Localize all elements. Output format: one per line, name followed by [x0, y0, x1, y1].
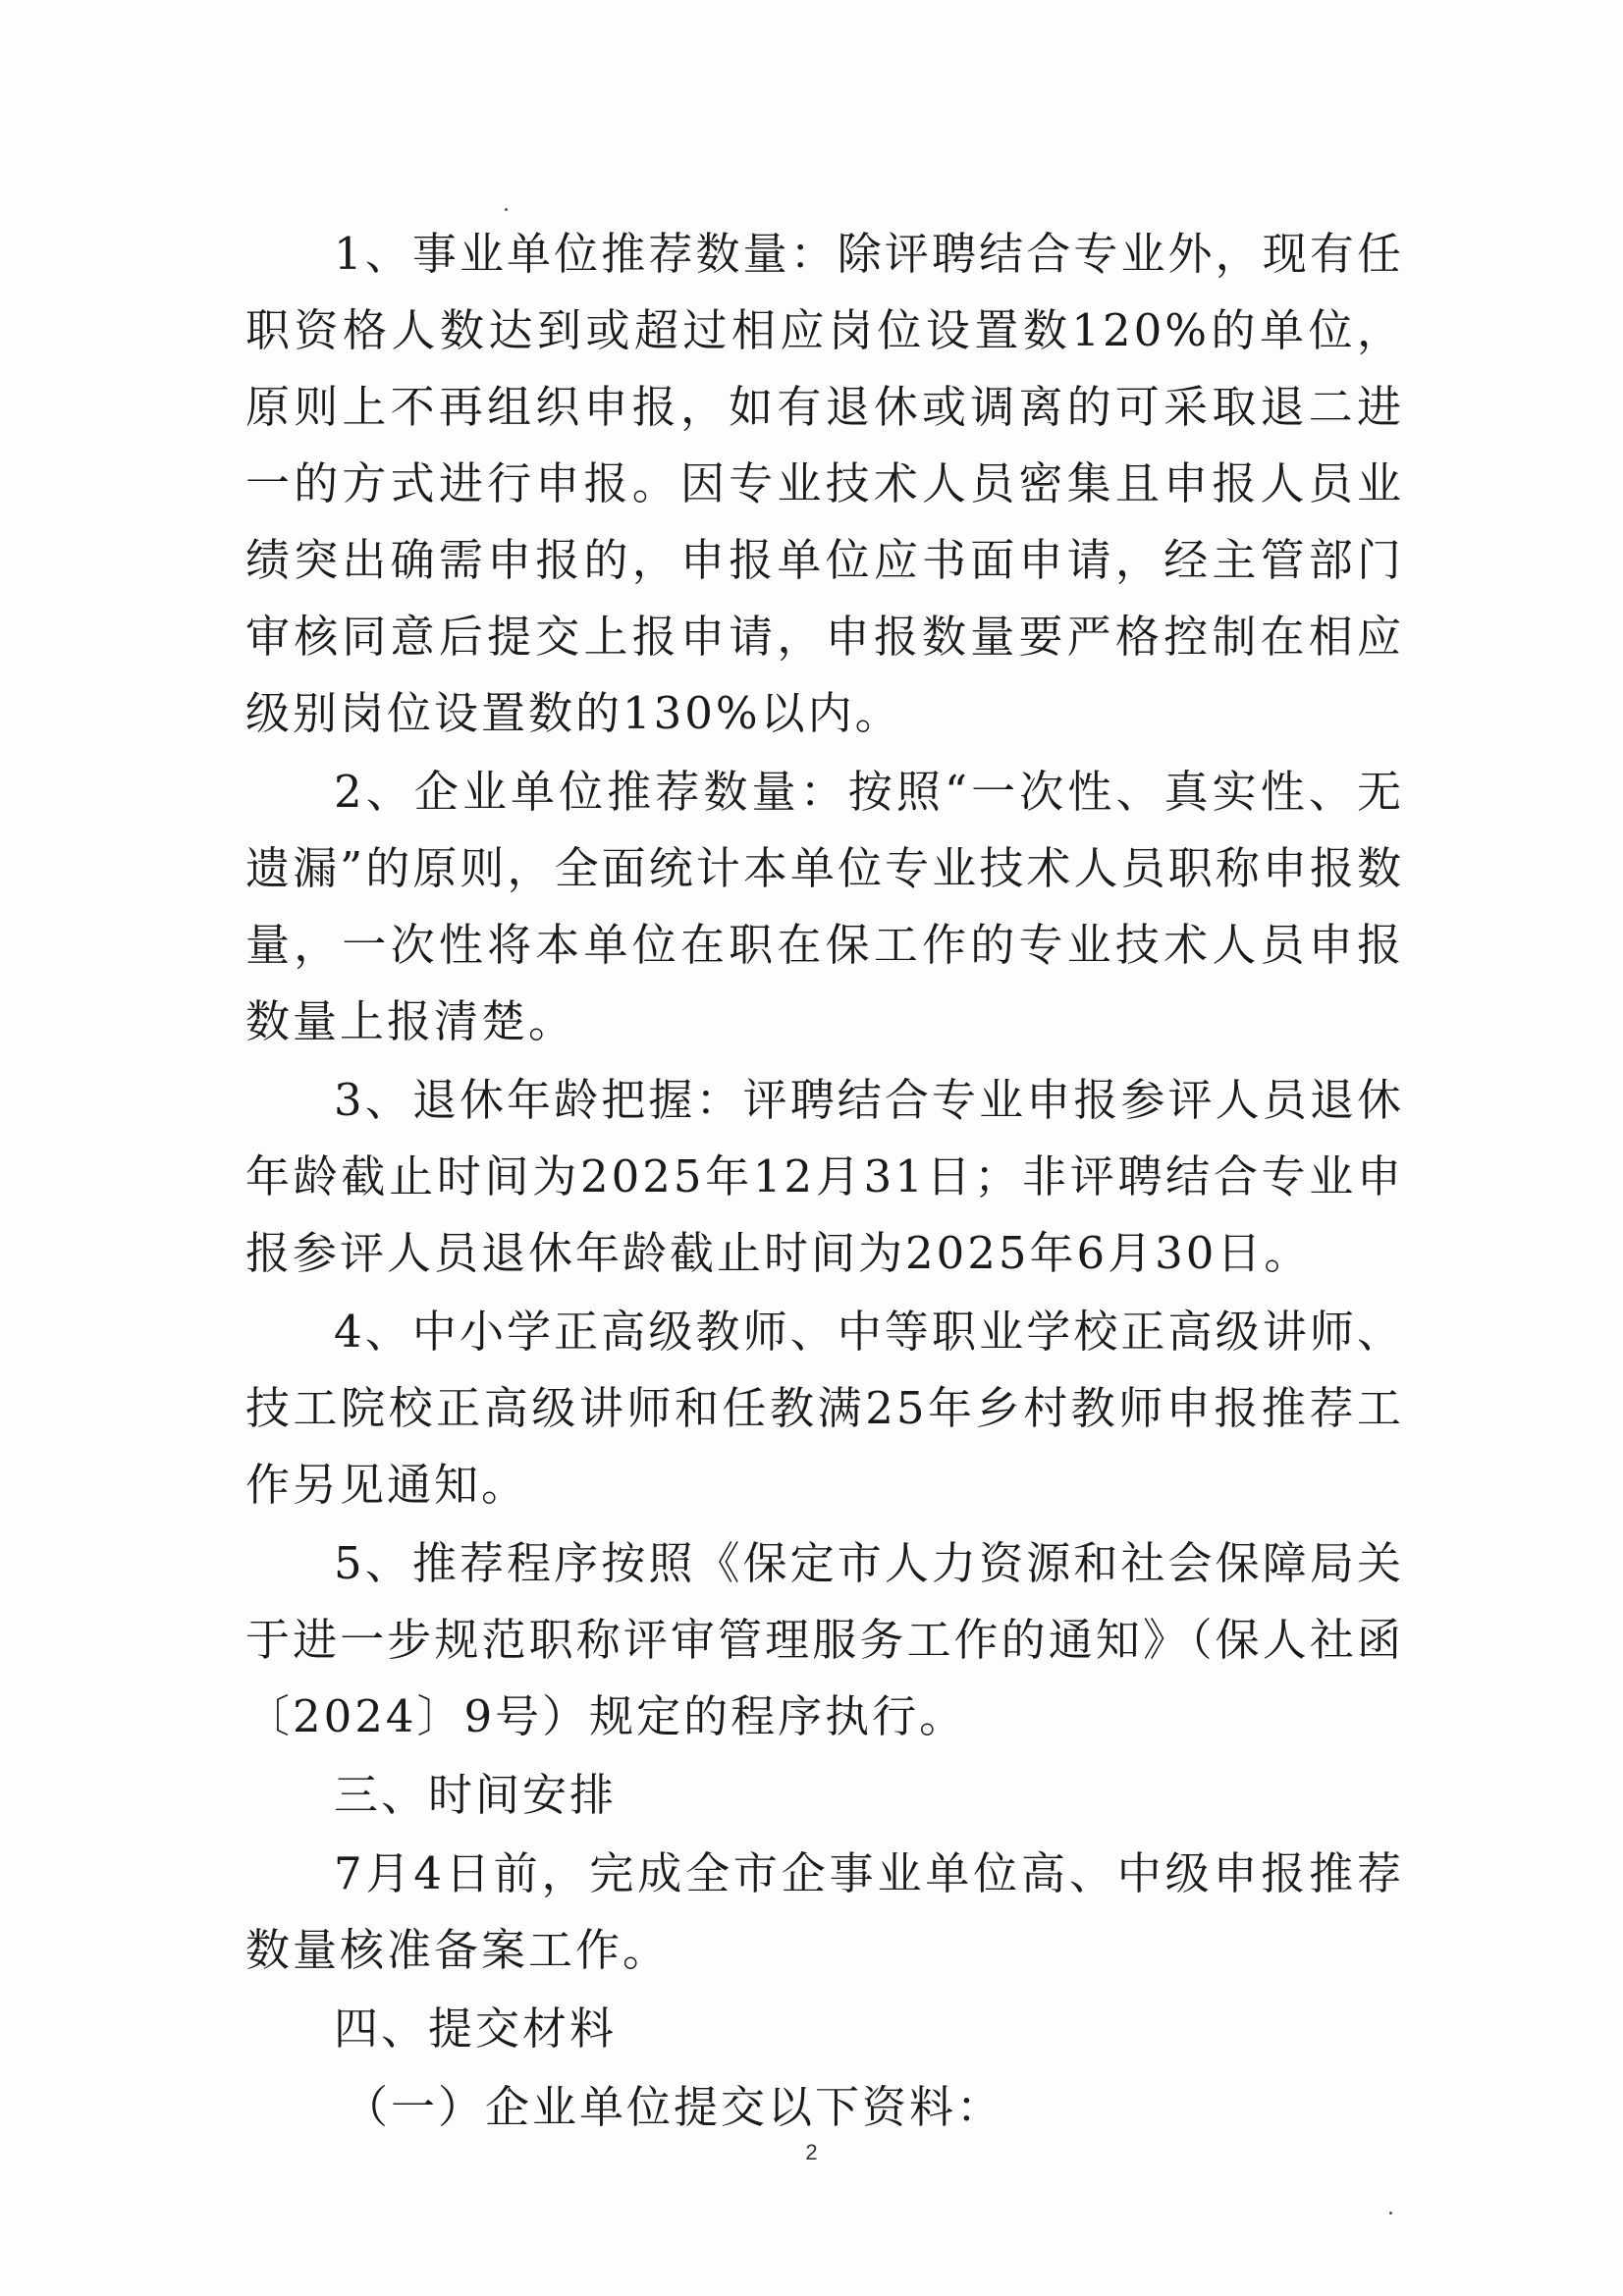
paragraph-item-3: 3、退休年龄把握：评聘结合专业申报参评人员退休年龄截止时间为2025年12月31日；非评聘结合专业申报参评人员退休年龄截止时间为2025年6月30日。 [245, 1074, 1404, 1279]
paragraph-item-4: 4、中小学正高级教师、中等职业学校正高级讲师、技工院校正高级讲师和任教满25年乡村教师申报推荐工作另见通知。 [245, 1306, 1404, 1511]
paragraph-item-2: 2、企业单位推荐数量：按照“一次性、真实性、无遗漏”的原则，全面统计本单位专业技术人员职称申报数量，一次性将本单位在职在保工作的专业技术人员申报数量上报清楚。 [245, 766, 1404, 1047]
document-body [245, 216, 1404, 2146]
paragraph-item-1: 1、事业单位推荐数量：除评聘结合专业外，现有任职资格人数达到或超过相应岗位设置数120%的单位，原则上不再组织申报，如有退休或调离的可采取退二进一的方式进行申报。因专业技术人员密集且申报人员业绩突出确需申报的，申报单位应书面申请，经主管部门审核同意后提交上报申请，申报数量要严格控制在相应级别岗位设置数的130%以内。 [245, 228, 1404, 739]
scan-speck [505, 208, 508, 211]
sub-heading-enterprise: （一）企业单位提交以下资料： [344, 2081, 1004, 2133]
page-number: 2 [805, 2140, 818, 2164]
schedule-text: 7月4日前，完成全市企事业单位高、中级申报推荐数量核准备案工作。 [245, 1847, 1404, 1976]
section-heading-materials: 四、提交材料 [334, 2002, 618, 2055]
scan-speck [1389, 2212, 1392, 2215]
paragraph-item-5: 5、推荐程序按照《保定市人力资源和社会保障局关于进一步规范职称评审管理服务工作的通知》（保人社函〔2024〕9号）规定的程序执行。 [245, 1537, 1404, 1742]
section-heading-schedule: 三、时间安排 [334, 1769, 618, 1821]
